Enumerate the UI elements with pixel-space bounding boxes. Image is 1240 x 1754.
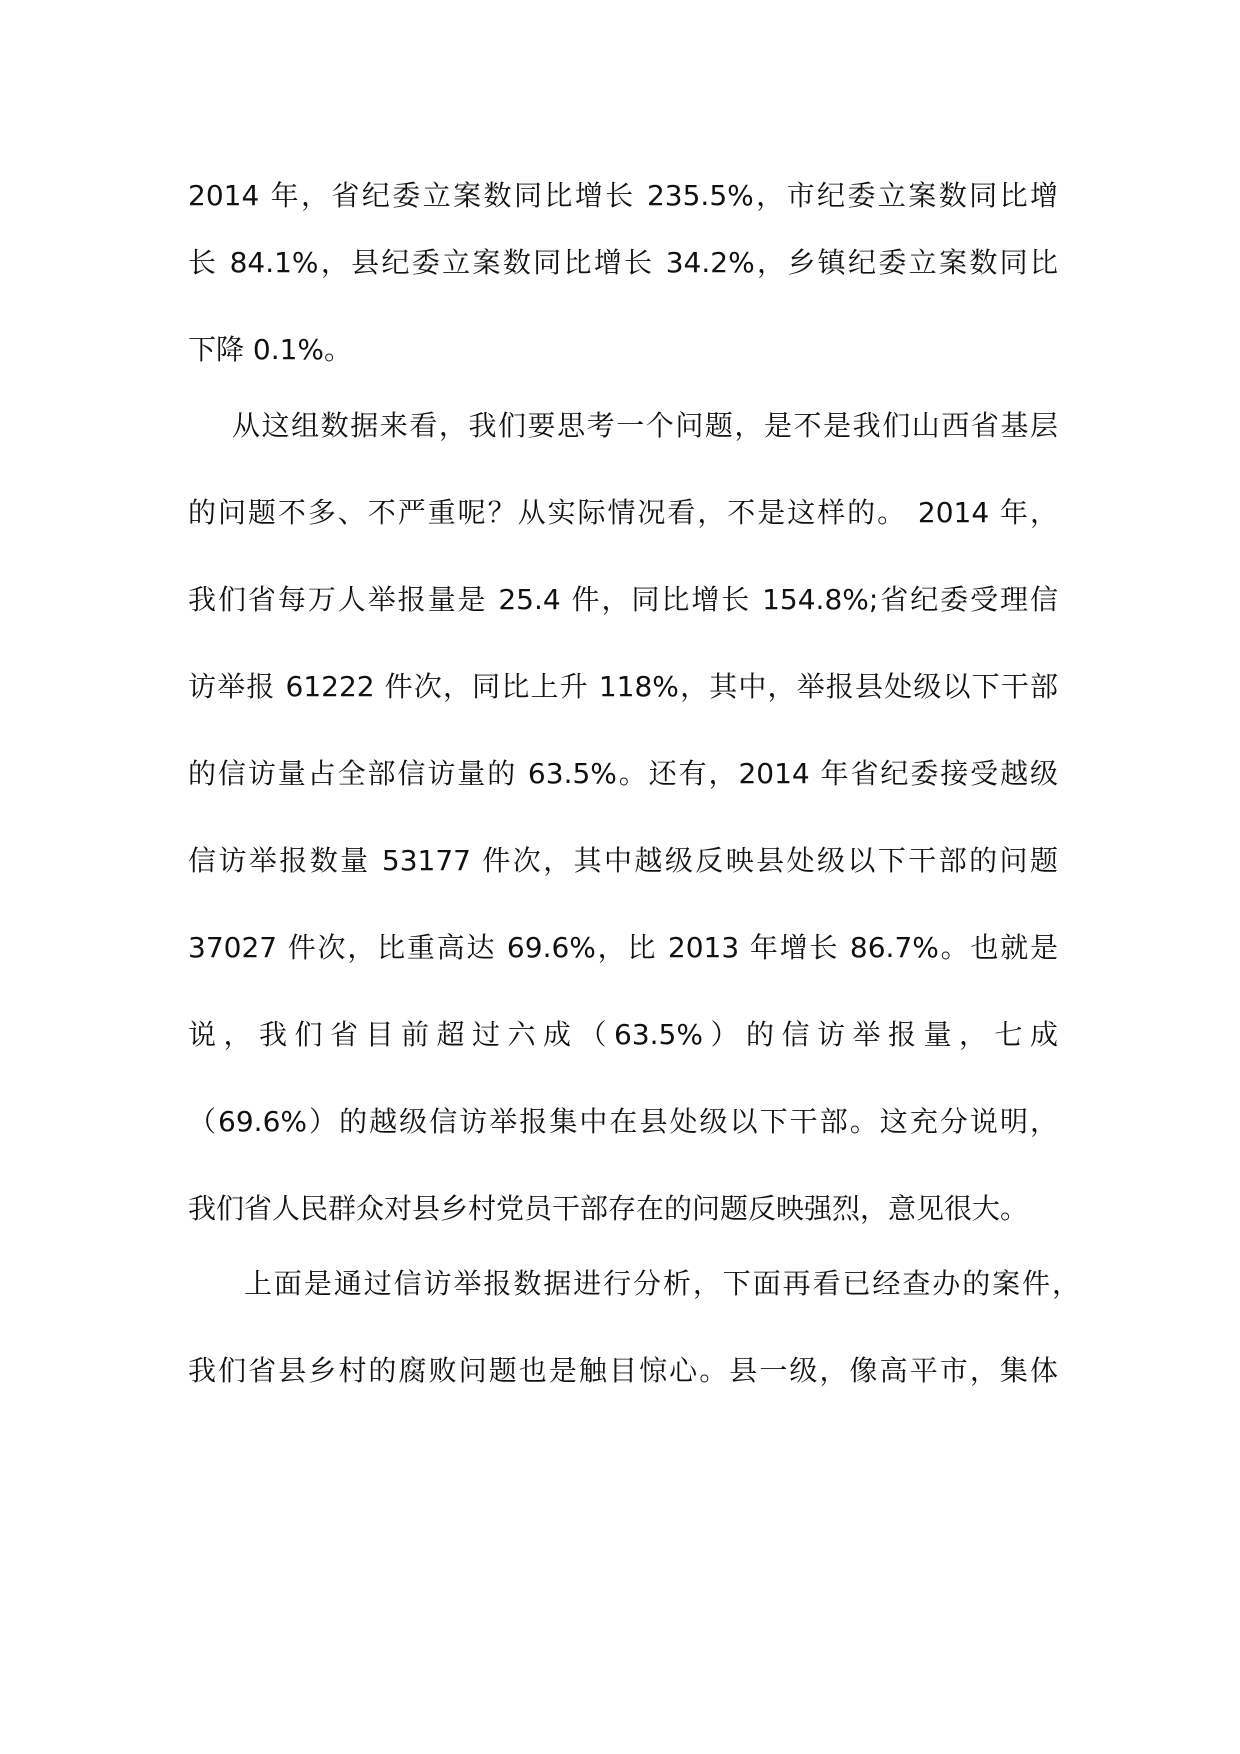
paragraph-2-line-3: 我们省每万人举报量是 25.4 件，同比增长 154.8%;省纪委受理信 <box>188 583 1058 616</box>
paragraph-3-line-1: 上面是通过信访举报数据进行分析，下面再看已经查办的案件， <box>244 1267 1080 1300</box>
paragraph-2-line-2: 的问题不多、不严重呢？从实际情况看，不是这样的。 2014 年， <box>188 496 1058 529</box>
paragraph-2-line-10: 我们省人民群众对县乡村党员干部存在的问题反映强烈，意见很大。 <box>188 1192 1029 1225</box>
text-line-1: 2014 年，省纪委立案数同比增长 235.5%，市纪委立案数同比增 <box>188 179 1058 212</box>
paragraph-2-line-4: 访举报 61222 件次，同比上升 118%，其中，举报县处级以下干部 <box>188 670 1058 703</box>
paragraph-2-line-5: 的信访量占全部信访量的 63.5%。还有，2014 年省纪委接受越级 <box>188 757 1058 790</box>
paragraph-3-line-2: 我们省县乡村的腐败问题也是触目惊心。县一级，像高平市，集体 <box>188 1354 1058 1387</box>
paragraph-2-line-7: 37027 件次，比重高达 69.6%，比 2013 年增长 86.7%。也就是 <box>188 931 1058 964</box>
paragraph-2-line-6: 信访举报数量 53177 件次，其中越级反映县处级以下干部的问题 <box>188 844 1058 877</box>
paragraph-2-line-1: 从这组数据来看，我们要思考一个问题，是不是我们山西省基层 <box>232 409 1058 442</box>
text-line-2: 长 84.1%，县纪委立案数同比增长 34.2%，乡镇纪委立案数同比 <box>188 246 1058 279</box>
paragraph-2-line-8: 说，我们省目前超过六成（63.5%）的信访举报量，七成 <box>188 1018 1058 1051</box>
text-line-3: 下降 0.1%。 <box>188 333 353 366</box>
paragraph-2-line-9: （69.6%）的越级信访举报集中在县处级以下干部。这充分说明， <box>188 1105 1058 1138</box>
